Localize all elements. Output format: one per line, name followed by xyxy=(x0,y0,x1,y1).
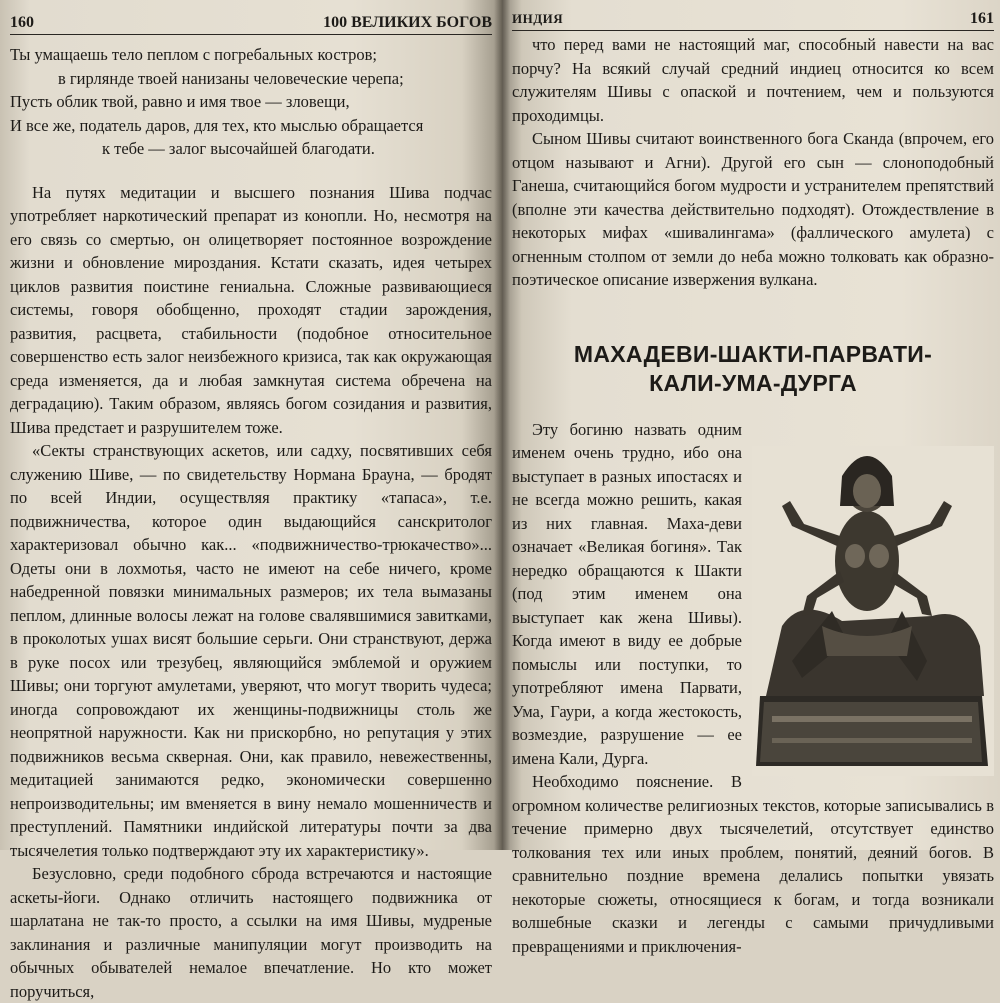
goddess-statue-icon xyxy=(752,446,994,776)
right-running-title: ИНДИЯ xyxy=(512,11,563,27)
right-body-text xyxy=(512,33,994,292)
right-page-number: 161 xyxy=(970,10,994,28)
right-page-header xyxy=(512,10,994,31)
illustration-goddess-statue xyxy=(752,446,994,776)
paragraph: На путях медитации и высшего познания Шива подчас употребляет наркотический препарат из конопли. Но, несмотря на его связь со смертью, он олицетворяет постоянное возрождение жизни и обновление мироздания. Кстати сказать, идея четырех циклов развития поистине гениальна. Сложные развивающиеся системы, говоря обобщенно, проходят стадии зарождения, развития, расцвета, стабильности (подобное относительное совершенство есть залог неизбежного кризиса, так как окружающая среда изменяется, да и любая замкнутая система обречена на деградацию). Таким образом, являясь богом созидания и развития, Шива предстает и разрушителем тоже. xyxy=(10,181,492,440)
section-heading-line: МАХАДЕВИ-ШАКТИ-ПАРВАТИ- xyxy=(512,340,994,369)
verse-line: И все же, податель даров, для тех, кто мыслью обращается xyxy=(10,114,492,138)
left-body-text xyxy=(10,181,492,1003)
verse-line: в гирлянде твоей нанизаны человеческие черепа; xyxy=(10,67,492,91)
paragraph: Безусловно, среди подобного сброда встречаются и настоящие аскеты-йоги. Однако отличить настоящего подвижника от шарлатана не так-то просто, а ссылки на имя Шивы, мудреные заклинания и различные манипуляции могут производить на обычных обывателей немалое впечатление. Но кто может поручиться, xyxy=(10,862,492,1003)
verse-line: Ты умащаешь тело пеплом с погребальных костров; xyxy=(10,43,492,67)
paragraph: Сыном Шивы считают воинственного бога Сканда (впрочем, его отцом называют и Агни). Другой его сын — слоноподобный Ганеша, считающийся богом мудрости и устранителем препятствий (вполне эти качества действительно подходят). Отождествление в некоторых мифах «шивалингама» (фаллического амулета) с огненным столпом от земли до неба можно толковать как образно-поэтическое описание извержения вулкана. xyxy=(512,127,994,292)
paragraph: «Секты странствующих аскетов, или садху, посвятивших себя служению Шиве, — по свидетельству Нормана Брауна, — бродят по всей Индии, осуществляя практику «тапаса», т.е. подвижничества, которое один выдающийся санскритолог характеризовал обычно как... «подвижничество-трюкачество»... Одеты они в лохмотья, часто не имеют на себе ничего, кроме набедренной повязки минимальных размеров; их тела вымазаны пеплом, длинные волосы лежат на голове свалявшимися завитками, в проколотых ушах висят большие серьги. Они странствуют, держа в руке посох или трезубец, являющийся эмблемой и оружием Шивы; они торгуют амулетами, уверяют, что могут творить чудеса; иногда сопровождают их женщины-подвижницы столь же неопрятной наружности. Как ни прискорбно, но репутация у этих подвижников весьма скверная. Они, как правило, невежественны, медитацией занимаются редко, экономически совершенно непроизводительны; им вменяется в вину немало мошенничеств и преступлений. Памятники индийской литературы почти за два тысячелетия только подтверждают эту их характеристику». xyxy=(10,439,492,862)
book-gutter xyxy=(494,0,510,850)
verse-epigraph xyxy=(10,43,492,161)
section-body-text xyxy=(512,418,994,959)
left-running-title: 100 ВЕЛИКИХ БОГОВ xyxy=(323,14,492,32)
paragraph: что перед вами не настоящий маг, способный навести на вас порчу? На всякий случай средний индиец относится ко всем служителям Шивы с опаской и почтением, чем и пользуются проходимцы. xyxy=(512,33,994,127)
paragraph: Необходимо пояснение. В огромном количестве религиозных текстов, которые записывались в течение примерно двух тысячелетий, отсутствует единство толкования тех или иных проблем, понятий, деяний богов. В сравнительно поздние времена делались попытки увязать некоторые сюжеты, относящиеся к богам, и тогда возникали волшебные сказки и легенды с самыми причудливыми превращениями и приключения- xyxy=(512,770,994,958)
left-page xyxy=(0,0,502,850)
right-page xyxy=(502,0,1000,850)
verse-line: к тебе — залог высочайшей благодати. xyxy=(10,137,492,161)
left-page-header xyxy=(10,14,492,35)
section-heading-line: КАЛИ-УМА-ДУРГА xyxy=(512,369,994,398)
left-page-number: 160 xyxy=(10,14,34,32)
section-heading xyxy=(512,340,994,398)
paragraph: Эту богиню назвать одним именем очень трудно, ибо она выступает в разных ипостасях и не всегда можно решить, какая из них главная. Маха-деви означает «Великая богиня». Так нередко обращаются к Шакти (под этим именем она выступает как жена Шивы). Когда имеют в виду ее добрые помыслы или поступки, то употребляют имена Парвати, Ума, Гаури, а когда жестокость, возмездие, разрушение — ее имена Кали, Дурга. xyxy=(512,418,994,771)
verse-line: Пусть облик твой, равно и имя твое — зловещи, xyxy=(10,90,492,114)
